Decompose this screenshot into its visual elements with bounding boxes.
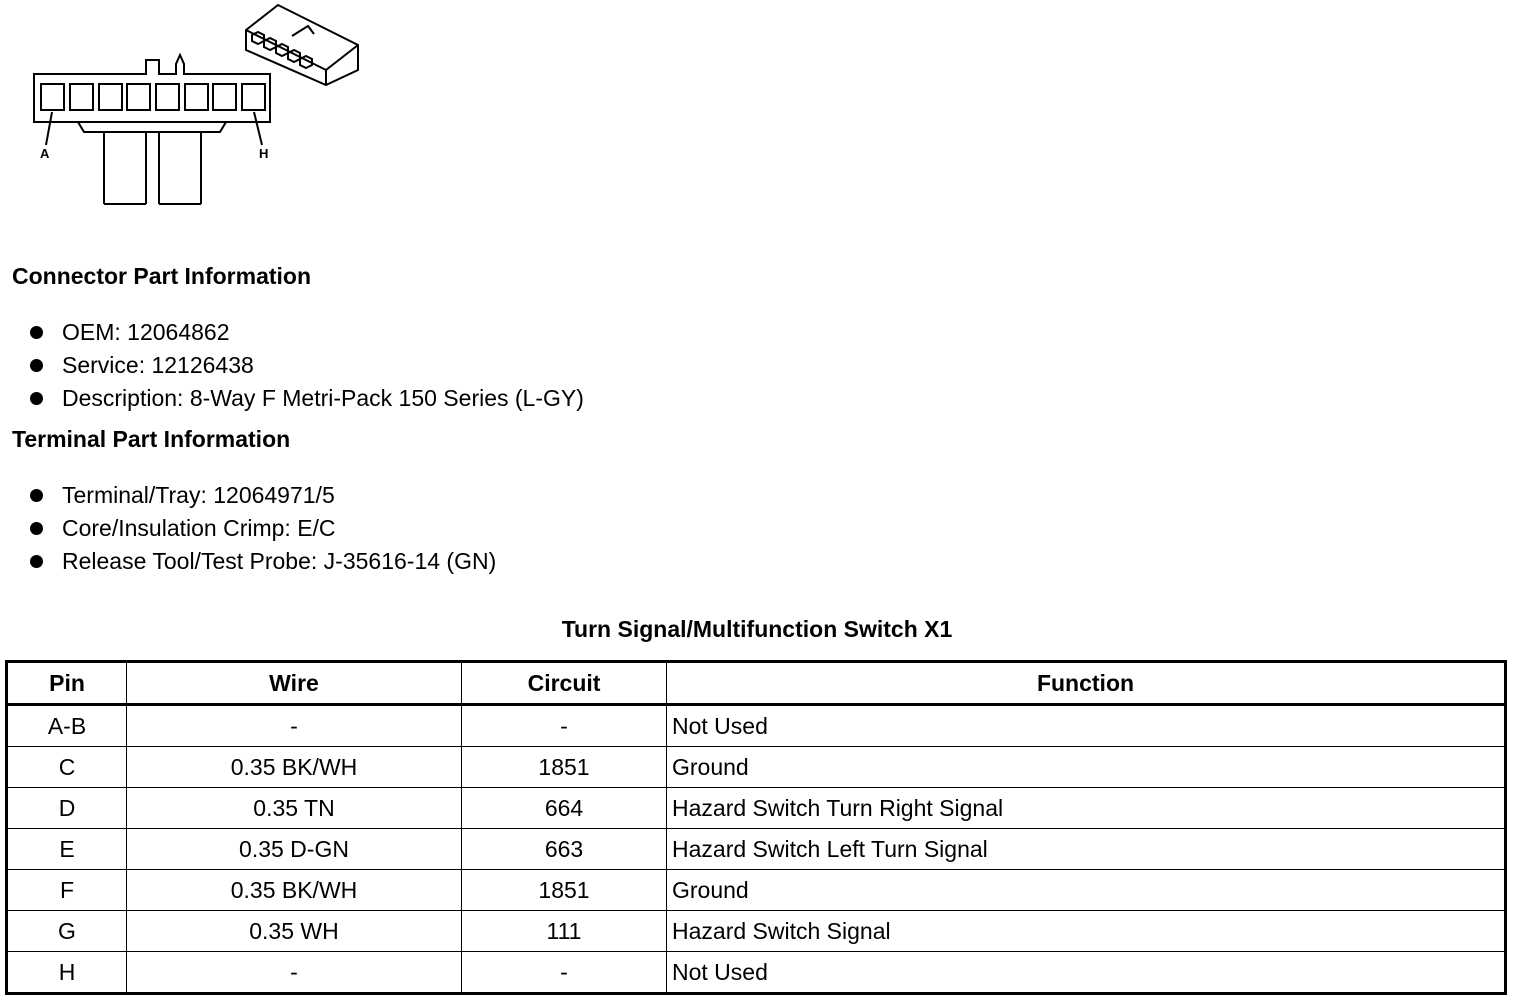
wire-cell: 0.35 WH xyxy=(127,911,462,952)
circuit-cell: - xyxy=(462,952,667,994)
circuit-cell: 1851 xyxy=(462,747,667,788)
pin-cell: H xyxy=(7,952,127,994)
circuit-cell: 663 xyxy=(462,829,667,870)
wire-cell: 0.35 TN xyxy=(127,788,462,829)
table-row xyxy=(7,747,1506,788)
pin-cell: G xyxy=(7,911,127,952)
function-cell: Ground xyxy=(667,747,1506,788)
bullet-icon xyxy=(30,522,43,535)
pin-a-label: A xyxy=(40,146,50,161)
connector-diagram xyxy=(28,0,368,215)
table-row xyxy=(7,911,1506,952)
pin-cell: C xyxy=(7,747,127,788)
table-row xyxy=(7,870,1506,911)
pin-cell: A-B xyxy=(7,705,127,747)
header-function: Function xyxy=(667,662,1506,705)
circuit-cell: - xyxy=(462,705,667,747)
header-wire: Wire xyxy=(127,662,462,705)
table-row xyxy=(7,952,1506,994)
function-cell: Not Used xyxy=(667,705,1506,747)
list-item: Release Tool/Test Probe: J-35616-14 (GN) xyxy=(28,545,496,578)
pin-h-label: H xyxy=(259,146,269,161)
pin-cell: E xyxy=(7,829,127,870)
bullet-icon xyxy=(30,326,43,339)
table-row xyxy=(7,788,1506,829)
table-header-row xyxy=(7,662,1506,705)
function-cell: Ground xyxy=(667,870,1506,911)
circuit-cell: 1851 xyxy=(462,870,667,911)
header-pin: Pin xyxy=(7,662,127,705)
pin-cell: F xyxy=(7,870,127,911)
wire-cell: - xyxy=(127,705,462,747)
connector-part-info-list xyxy=(28,316,584,415)
table-row xyxy=(7,829,1506,870)
wire-cell: 0.35 BK/WH xyxy=(127,870,462,911)
function-cell: Hazard Switch Left Turn Signal xyxy=(667,829,1506,870)
connector-part-info-heading: Connector Part Information xyxy=(12,263,312,289)
circuit-cell: 664 xyxy=(462,788,667,829)
wire-cell: - xyxy=(127,952,462,994)
list-item: Terminal/Tray: 12064971/5 xyxy=(28,479,496,512)
wire-cell: 0.35 BK/WH xyxy=(127,747,462,788)
terminal-part-info-heading: Terminal Part Information xyxy=(12,426,291,452)
function-cell: Hazard Switch Signal xyxy=(667,911,1506,952)
pin-cell: D xyxy=(7,788,127,829)
table-row xyxy=(7,705,1506,747)
list-item: OEM: 12064862 xyxy=(28,316,584,349)
table-title: Turn Signal/Multifunction Switch X1 xyxy=(561,616,953,642)
wire-cell: 0.35 D-GN xyxy=(127,829,462,870)
bullet-icon xyxy=(30,359,43,372)
circuit-cell: 111 xyxy=(462,911,667,952)
function-cell: Hazard Switch Turn Right Signal xyxy=(667,788,1506,829)
bullet-icon xyxy=(30,555,43,568)
terminal-part-info-list xyxy=(28,479,496,578)
function-cell: Not Used xyxy=(667,952,1506,994)
list-item: Core/Insulation Crimp: E/C xyxy=(28,512,496,545)
list-item: Description: 8-Way F Metri-Pack 150 Series (L-GY) xyxy=(28,382,584,415)
bullet-icon xyxy=(30,392,43,405)
list-item: Service: 12126438 xyxy=(28,349,584,382)
pinout-table xyxy=(5,660,1507,995)
header-circuit: Circuit xyxy=(462,662,667,705)
bullet-icon xyxy=(30,489,43,502)
